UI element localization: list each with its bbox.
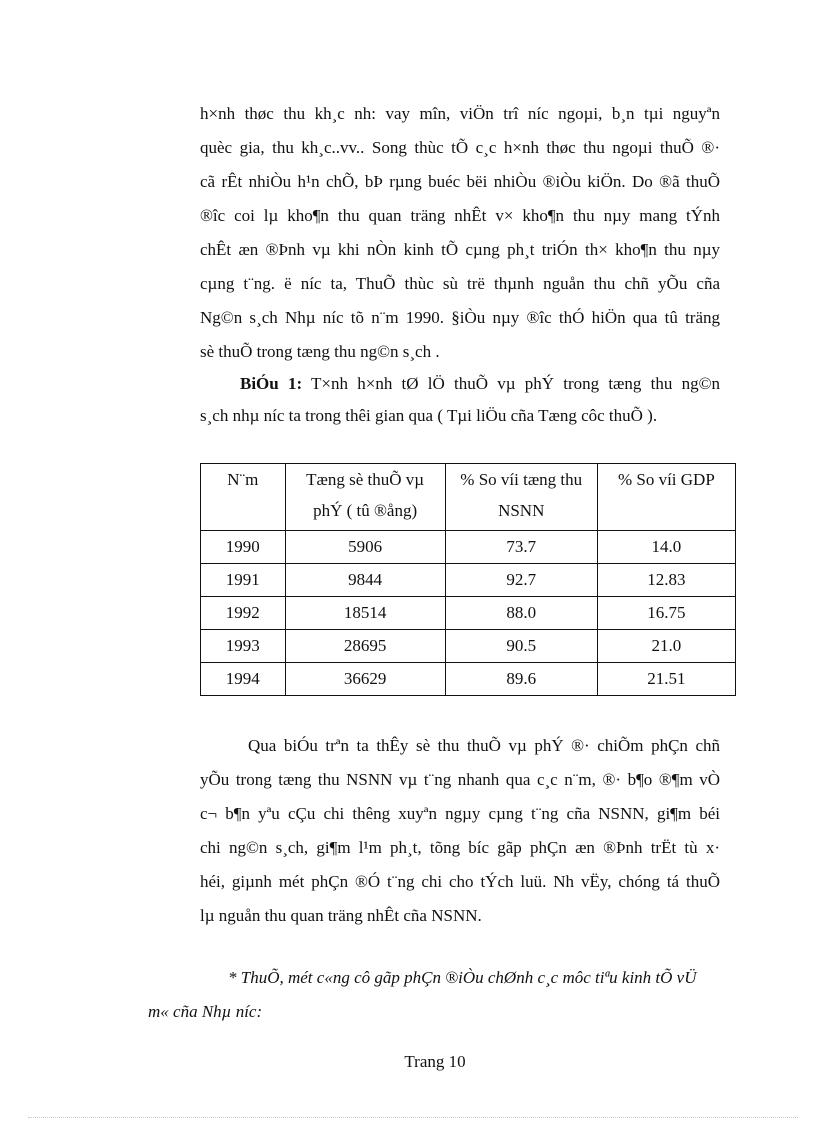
table-caption-label: BiÓu 1:: [240, 374, 303, 393]
header-pct-gdp-line1: % So víi GDP: [617, 470, 715, 489]
cell-total-tax: 18514: [285, 597, 445, 630]
cell-year: 1991: [201, 564, 286, 597]
table-header-row: [201, 464, 736, 531]
cell-pct-nsnn: 92.7: [445, 564, 597, 597]
header-cell-total-tax: [285, 464, 445, 531]
italic-heading-line-2: m« cña Nhµ níc:: [148, 1002, 263, 1021]
header-total-tax-line2: phÝ ( tû ®ång): [313, 501, 418, 520]
paragraph1-line-5: chÊt æn ®Þnh vµ khi nÒn kinh tÕ cµng ph¸t triÓn th× kho¶n thu nµy: [200, 240, 720, 259]
cell-pct-gdp: 21.0: [597, 630, 735, 663]
cell-pct-nsnn: 90.5: [445, 630, 597, 663]
paragraph2-line-2: yÕu trong tæng thu NSNN vµ t¨ng nhanh qua c¸c n¨m, ®· b¶o ®¶m vÒ: [200, 770, 720, 789]
paragraph1-line-2: quèc gia, thu kh¸c..vv.. Song thùc tÕ c¸c h×nh thøc thu ngoµi thuÕ ®·: [200, 138, 720, 157]
cell-year: 1990: [201, 531, 286, 564]
header-cell-year: [201, 464, 286, 531]
page-bottom-divider: [28, 1117, 798, 1118]
cell-pct-nsnn: 73.7: [445, 531, 597, 564]
header-pct-nsnn-line1: % So víi tæng thu: [460, 470, 583, 489]
page-number: Trang 10: [404, 1052, 466, 1071]
cell-pct-gdp: 12.83: [597, 564, 735, 597]
header-cell-pct-gdp: [597, 464, 735, 531]
tax-revenue-table: [200, 463, 736, 696]
cell-year: 1994: [201, 663, 286, 696]
cell-total-tax: 9844: [285, 564, 445, 597]
paragraph1-line-6: cµng t¨ng. ë níc ta, ThuÕ thùc sù trë thµnh nguån thu chñ yÕu cña: [200, 274, 720, 293]
paragraph2-line-3: c¬ b¶n yªu cÇu chi thêng xuyªn ngµy cµng t¨ng cña NSNN, gi¶m béi: [200, 804, 720, 823]
header-pct-nsnn-line2: NSNN: [498, 501, 545, 520]
table-caption-line-2: s¸ch nhµ níc ta trong thêi gian qua ( Tµi liÖu cña Tæng côc thuÕ ).: [200, 406, 658, 425]
italic-heading-line-1: * ThuÕ, mét c«ng cô gãp phÇn ®iÒu chØnh c¸c môc tiªu kinh tÕ vÜ: [228, 968, 697, 987]
table-caption-text: T×nh h×nh tØ lÖ thuÕ vµ phÝ trong tæng thu ng©n: [302, 374, 720, 393]
paragraph1-line-3: cã rÊt nhiÒu h¹n chÕ, bÞ rµng buéc bëi nhiÒu ®iÒu kiÖn. Do ®ã thuÕ: [200, 172, 720, 191]
header-year-line1: N¨m: [227, 470, 259, 489]
cell-pct-nsnn: 89.6: [445, 663, 597, 696]
table-row: [201, 630, 736, 663]
table-row: [201, 564, 736, 597]
cell-year: 1992: [201, 597, 286, 630]
cell-total-tax: 28695: [285, 630, 445, 663]
paragraph2-line-5: héi, giµnh mét phÇn ®Ó t¨ng chi cho tÝch luü. Nh vËy, chóng tá thuÕ: [200, 872, 720, 891]
paragraph2-line-1: Qua biÓu trªn ta thÊy sè thu thuÕ vµ phÝ ®· chiÕm phÇn chñ: [248, 736, 720, 755]
paragraph1-line-1: h×nh thøc thu kh¸c nh: vay mîn, viÖn trî níc ngoµi, b¸n tµi nguyªn: [200, 104, 720, 123]
table-caption-line-1: [240, 374, 720, 394]
table-row: [201, 531, 736, 564]
paragraph1-line-7: Ng©n s¸ch Nhµ níc tõ n¨m 1990. §iÒu nµy ®îc thÓ hiÖn qua tû träng: [200, 308, 720, 327]
paragraph2-line-4: chi ng©n s¸ch, gi¶m l¹m ph¸t, tõng bíc gãp phÇn æn ®Þnh trËt tù x·: [200, 838, 720, 857]
table-row: [201, 663, 736, 696]
cell-pct-nsnn: 88.0: [445, 597, 597, 630]
paragraph2-line-6: lµ nguån thu quan träng nhÊt cña NSNN.: [200, 906, 482, 925]
cell-total-tax: 36629: [285, 663, 445, 696]
cell-year: 1993: [201, 630, 286, 663]
cell-pct-gdp: 16.75: [597, 597, 735, 630]
cell-pct-gdp: 14.0: [597, 531, 735, 564]
paragraph1-line-8: sè thuÕ trong tæng thu ng©n s¸ch .: [200, 342, 440, 361]
cell-total-tax: 5906: [285, 531, 445, 564]
table-row: [201, 597, 736, 630]
cell-pct-gdp: 21.51: [597, 663, 735, 696]
paragraph1-line-4: ®îc coi lµ kho¶n thu quan träng nhÊt v× kho¶n thu nµy mang tÝnh: [200, 206, 720, 225]
header-cell-pct-nsnn: [445, 464, 597, 531]
header-total-tax-line1: Tæng sè thuÕ vµ: [306, 470, 425, 489]
